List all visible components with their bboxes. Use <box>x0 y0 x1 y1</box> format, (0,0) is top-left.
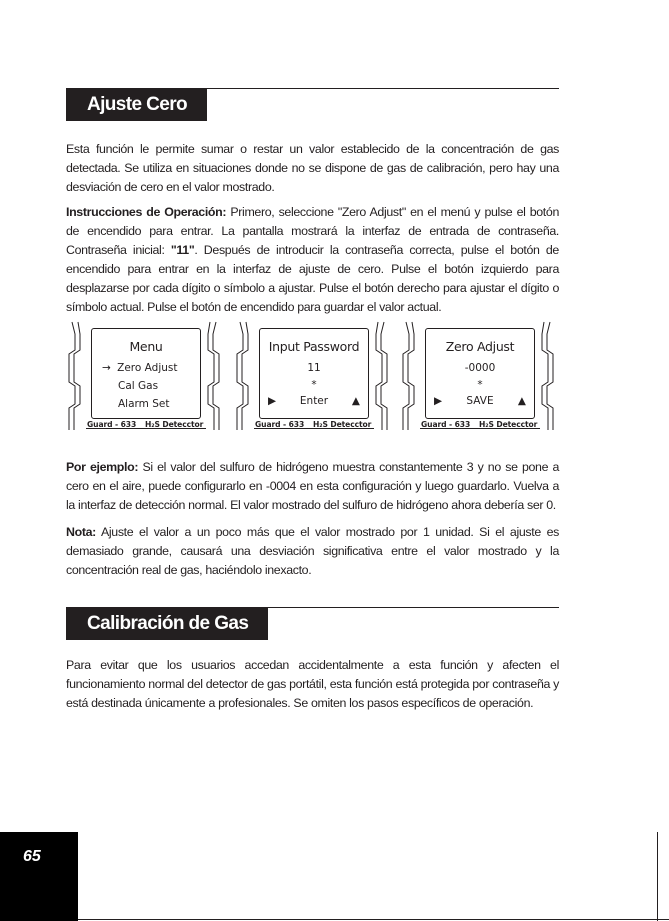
section-header-calibracion <box>66 607 559 640</box>
page-number: 65 <box>23 848 41 865</box>
device-right-button-outline <box>370 320 390 432</box>
instructions-text-b: . Después de introducir la contraseña correcta, pulse el botón de encendido para entrar en la interfaz de ajuste de cero. Pulse el botón izquierdo para desplazarse por cada dígito o símbolo a ajustar. Pulse el botón derecho para ajustar el dígito o símbolo actual. Pulse el botón de encendido para guardar el valor actual. <box>66 243 559 314</box>
move-right-icon: ▶ <box>434 395 443 407</box>
intro-paragraph: Esta función le permite sumar o restar un valor establecido de la concentración de gas detectada. Se utiliza en situaciones donde no se dispone de gas de calibración, pero hay una desviación de cero en el valor mostrado. <box>66 142 559 194</box>
digit-cursor: * <box>477 379 483 391</box>
calibration-paragraph: Para evitar que los usuarios accedan accidentalmente a esta función y afecten el funcionamiento normal del detector de gas portátil, esta función está protegida por contraseña y está destinada únicamente a profesionales. Se omiten los pasos específicos de operación. <box>66 658 559 710</box>
screen-title: Menu <box>129 339 163 354</box>
note-text: Ajuste el valor a un poco más que el valor mostrado por 1 unidad. Si el ajuste es demasiado grande, causará una desviación significativa entre el valor mostrado y la concentración real de gas, haciéndolo inexacto. <box>66 525 559 577</box>
example-paragraph <box>66 458 559 515</box>
move-right-icon: ▶ <box>268 395 277 407</box>
device-left-button-outline <box>400 320 420 432</box>
device-menu-screen <box>66 320 222 432</box>
footer-rule <box>78 919 669 920</box>
digit-cursor: * <box>311 379 317 391</box>
device-base-line <box>254 428 374 429</box>
menu-item-cal-gas: Cal Gas <box>118 380 159 392</box>
device-left-button-outline <box>66 320 86 432</box>
device-password-screen <box>234 320 390 432</box>
enter-label: Enter <box>299 395 329 407</box>
device-display <box>425 328 535 419</box>
example-label: Por ejemplo: <box>66 460 139 474</box>
instructions-text-a: Primero, seleccione "Zero Adjust" en el menú y pulse el botón de encendido para entrar. La pantalla mostrará la interfaz de entrada de contraseña. Contraseña inicial: <box>66 205 559 257</box>
instructions-paragraph <box>66 203 559 317</box>
device-zero-adjust-screen <box>400 320 556 432</box>
password-value: 11 <box>307 362 321 374</box>
zero-adjust-value: -0000 <box>464 362 496 374</box>
device-right-button-outline <box>536 320 556 432</box>
screen-title: Zero Adjust <box>445 339 515 354</box>
device-label: Guard - 633 H₂S Detecctor <box>255 420 372 429</box>
device-base-line <box>420 428 540 429</box>
device-label: Guard - 633 H₂S Detecctor <box>421 420 538 429</box>
device-left-button-outline <box>234 320 254 432</box>
triangle-up-icon: ▲ <box>517 395 526 407</box>
instructions-label: Instrucciones de Operación: <box>66 205 227 219</box>
initial-password: "11" <box>170 243 195 257</box>
selection-arrow-icon: → <box>102 362 111 374</box>
note-label: Nota: <box>66 525 96 539</box>
page-edge-line <box>657 832 658 921</box>
device-display <box>259 328 369 419</box>
section-header-ajuste-cero <box>66 88 559 121</box>
page-number-tab <box>0 832 78 921</box>
device-display <box>91 328 201 419</box>
section-title: Ajuste Cero <box>66 88 207 121</box>
save-label: SAVE <box>466 395 494 407</box>
screen-title: Input Password <box>268 339 360 354</box>
device-right-button-outline <box>202 320 222 432</box>
triangle-up-icon: ▲ <box>351 395 360 407</box>
menu-item-alarm-set: Alarm Set <box>118 398 170 410</box>
menu-item-zero-adjust: → Zero Adjust <box>102 362 178 374</box>
example-text: Si el valor del sulfuro de hidrógeno muestra constantemente 3 y no se pone a cero en el aire, puede configurarlo en -0004 en esta configuración y luego guardarlo. Vuelva a la interfaz de detección normal. El valor mostrado del sulfuro de hidrógeno ahora debería ser 0. <box>66 460 559 512</box>
section-title: Calibración de Gas <box>66 607 268 640</box>
note-paragraph <box>66 523 559 580</box>
device-base-line <box>86 428 206 429</box>
device-label: Guard - 633 H₂S Detecctor <box>87 420 204 429</box>
